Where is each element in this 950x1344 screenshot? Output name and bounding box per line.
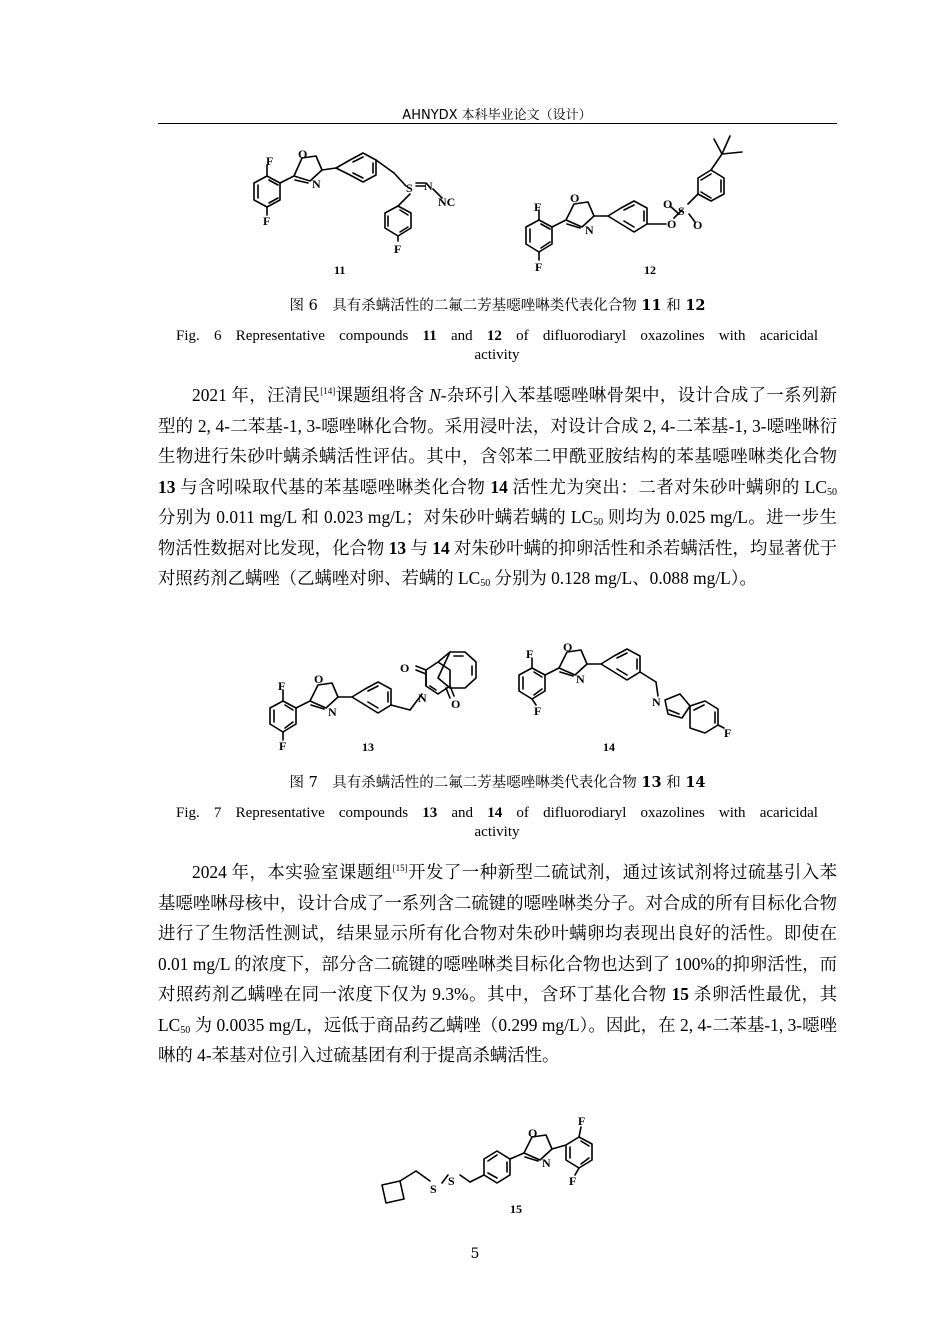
compound-11-structure — [254, 153, 442, 241]
page-number: 5 — [470, 1246, 480, 1262]
atom-f: F — [578, 1114, 586, 1128]
atom-o: O — [693, 218, 703, 232]
atom-f: F — [526, 647, 534, 661]
figure-6-caption-en: Fig. 6 Representative compounds 11 and 12 of difluorodiaryl oxazolines with acaricidal activity — [176, 328, 818, 363]
atom-s: S — [406, 181, 413, 195]
atom-o: O — [298, 147, 308, 161]
atom-n: N — [542, 1156, 551, 1170]
figure-7-caption-en: Fig. 7 Representative compounds 13 and 14 of difluorodiaryl oxazolines with acaricidal activity — [176, 805, 818, 840]
compound-label-13: 13 — [362, 740, 374, 754]
atom-s: S — [430, 1182, 437, 1196]
atom-f: F — [724, 726, 732, 740]
running-header: AHNYDX 本科毕业论文（设计） — [402, 108, 592, 123]
atom-n: N — [312, 177, 321, 191]
atom-o: O — [528, 1126, 538, 1140]
compound-label-15: 15 — [510, 1202, 522, 1216]
figure-7-caption-cn: 图 7 具有杀螨活性的二氟二芳基噁唑啉类代表化合物 13 和 14 — [289, 774, 706, 791]
compound-14-structure — [519, 649, 724, 733]
atom-f: F — [278, 679, 286, 693]
atom-o: O — [663, 197, 673, 211]
atom-o: O — [451, 697, 461, 711]
atom-o: O — [563, 640, 573, 654]
atom-s: S — [678, 204, 685, 218]
compound-15-structure — [382, 1127, 592, 1203]
atom-o: O — [400, 661, 410, 675]
figure-6-caption-cn: 图 6 具有杀螨活性的二氟二芳基噁唑啉类代表化合物 11 和 12 — [289, 297, 706, 314]
compound-label-14: 14 — [603, 740, 615, 754]
figure-6-structures — [230, 128, 770, 280]
atom-o: O — [667, 217, 677, 231]
header-rule — [158, 123, 837, 124]
compound-13-structure — [270, 652, 476, 740]
atom-n: N — [652, 695, 661, 709]
atom-nc: NC — [438, 195, 456, 209]
atom-f: F — [535, 260, 543, 274]
atom-f: F — [394, 242, 402, 256]
compound-label-11: 11 — [334, 263, 346, 277]
compound-12-structure — [526, 136, 742, 260]
atom-n: N — [585, 223, 594, 237]
atom-f: F — [534, 200, 542, 214]
compound-label-12: 12 — [644, 263, 656, 277]
atom-f: F — [266, 154, 274, 168]
atom-n: N — [328, 705, 337, 719]
atom-o: O — [570, 191, 580, 205]
atom-s: S — [448, 1174, 455, 1188]
atom-o: O — [314, 672, 324, 686]
paragraph-1: 2021 年，汪清民[14]课题组将含 N-杂环引入苯基噁唑啉骨架中，设计合成了一系列新型的 2, 4-二苯基-1, 3-噁唑啉化合物。采用浸叶法，对设计合成 2, 4-二苯基-1, 3-噁唑啉衍生物进行朱砂叶螨杀螨活性评估。其中，含邻苯二甲酰亚胺结构的苯基噁唑啉类化合物 13 与含吲哚取代基的苯基噁唑啉类化合物 14 活性尤为突出：二者对朱砂叶螨卵的 $LC_{50}$ 分别为 0.011 mg/L 和 0.023 mg/L；对朱砂叶螨若螨的 $LC_{50}$ 则均为 0.025 mg/L。进一步生物活性数据对比发现，化合物 13 与 14 对朱砂叶螨的抑卵活性和杀若螨活性，均显著优于对照药剂乙螨唑（乙螨唑对卵、若螨的 $LC_{50}$ 分别为 0.128 mg/L、0.088 mg/L）。 — [158, 385, 838, 589]
atom-f: F — [263, 214, 271, 228]
atom-n: N — [424, 179, 433, 193]
atom-n: N — [576, 672, 585, 686]
atom-f: F — [569, 1174, 577, 1188]
atom-f: F — [279, 739, 287, 753]
atom-n: N — [418, 691, 427, 705]
paragraph-2: 2024 年，本实验室课题组[15]开发了一种新型二硫试剂，通过该试剂将过硫基引入苯基噁唑啉母核中，设计合成了一系列含二硫键的噁唑啉类分子。对合成的所有目标化合物进行了生物活性测试，结果显示所有化合物对朱砂叶螨卵均表现出良好的活性。即使在 0.01 mg/L 的浓度下，部分含二硫键的噁唑啉类目标化合物也达到了 100%的抑卵活性，而对照药剂乙螨唑在同一浓度下仅为 9.3%。其中，含环丁基化合物 15 杀卵活性最优，其 $LC_{50}$ 为 0.0035 mg/L，远低于商品药乙螨唑（0.299 mg/L）。因此，在 2, 4-二苯基-1, 3-噁唑啉的 4-苯基对位引入过硫基团有利于提高杀螨活性。 — [158, 862, 837, 1065]
atom-f: F — [534, 704, 542, 718]
figure-15-structure — [370, 1105, 650, 1220]
figure-7-structures — [250, 630, 750, 758]
